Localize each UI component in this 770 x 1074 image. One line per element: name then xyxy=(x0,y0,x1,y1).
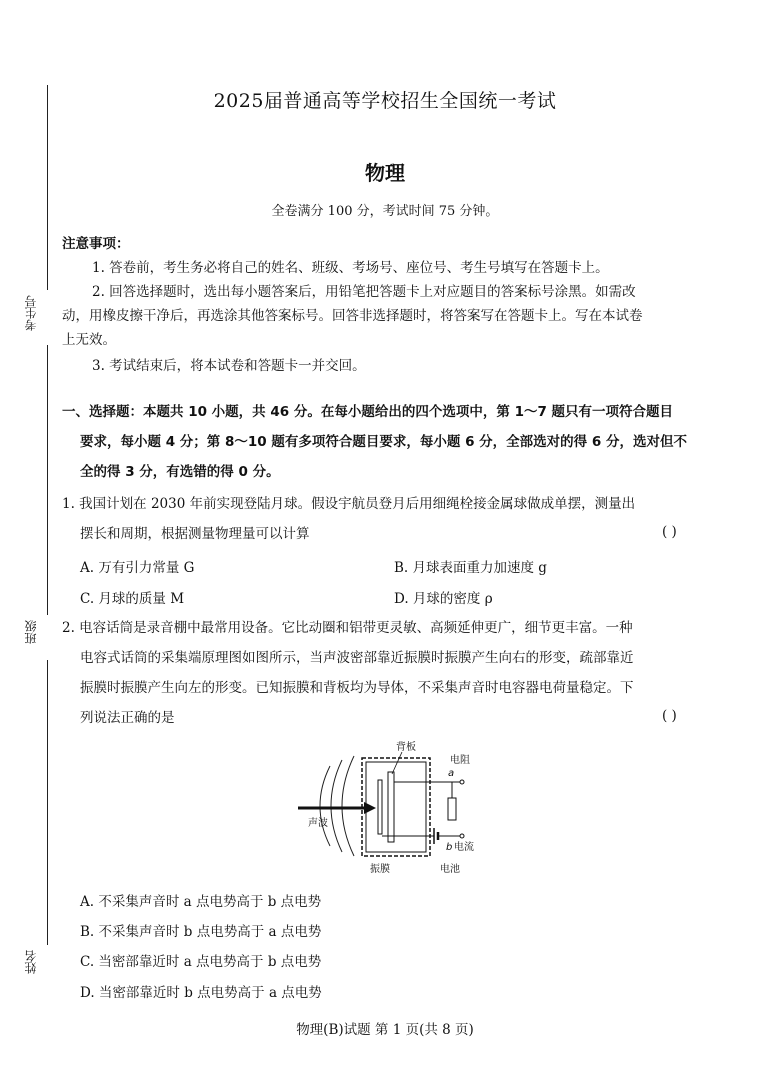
section-1-line-1: 一、选择题：本题共 10 小题，共 46 分。在每小题给出的四个选项中，第 1～7 题只有一项符合题目 xyxy=(62,404,674,420)
section-1-line-3: 全的得 3 分，有选错的得 0 分。 xyxy=(80,464,280,480)
diaphragm xyxy=(378,780,382,834)
backplate-leader xyxy=(392,752,402,774)
q1-stem-line-2: 摆长和周期，根据测量物理量可以计算 xyxy=(80,526,310,542)
q2-option-c: C. 当密部靠近时 a 点电势高于 b 点电势 xyxy=(80,954,322,970)
notice-item-2-line-2: 动，用橡皮擦干净后，再选涂其他答案标号。回答非选择题时，将答案写在答题卡上。写在本试卷 xyxy=(62,308,643,324)
resistor xyxy=(448,798,456,820)
q1-option-a: A. 万有引力常量 G xyxy=(80,560,195,576)
terminal-b xyxy=(460,834,464,838)
q2-stem-line-1: 2. 电容话筒是录音棚中最常用设备。它比动圈和铝带更灵敏、高频延伸更广，细节更丰富。一种 xyxy=(62,620,633,636)
q2-stem-line-2: 电容式话筒的采集端原理图如图所示，当声波密部靠近振膜时振膜产生向右的形变，疏部靠近 xyxy=(80,650,634,666)
class-label: 班级 xyxy=(24,620,38,644)
sound-wave-arc xyxy=(342,756,354,856)
subject-title: 物理 xyxy=(365,161,405,185)
page-footer: 物理(B)试题 第 1 页(共 8 页) xyxy=(296,1022,474,1038)
q1-option-c: C. 月球的质量 M xyxy=(80,591,185,607)
current-label: 电流 xyxy=(454,842,474,853)
q2-stem-line-4: 列说法正确的是 xyxy=(80,710,175,726)
notice-item-3: 3. 考试结束后，将本试卷和答题卡一并交回。 xyxy=(92,358,366,374)
exam-info: 全卷满分 100 分，考试时间 75 分钟。 xyxy=(271,204,499,219)
notice-heading: 注意事项： xyxy=(62,236,130,252)
exam-title: 2025届普通高等学校招生全国统一考试 xyxy=(213,90,557,112)
sound-wave-arc xyxy=(331,760,342,852)
q1-stem-line-1: 1. 我国计划在 2030 年前实现登陆月球。假设宇航员登月后用细绳栓接金属球做成单摆，测量出 xyxy=(62,496,636,512)
point-a-label: a xyxy=(448,768,455,779)
section-1-line-2: 要求，每小题 4 分；第 8～10 题有多项符合题目要求，每小题 6 分，全部选对的得 6 分，选对但不 xyxy=(80,434,687,450)
microphone-circuit-figure xyxy=(290,738,490,878)
notice-item-1: 1. 答卷前，考生务必将自己的姓名、班级、考场号、座位号、考生号填写在答题卡上。 xyxy=(92,260,609,276)
binding-line xyxy=(47,660,48,945)
point-b-label: b xyxy=(446,842,453,853)
sound-wave-arc xyxy=(320,766,330,846)
terminal-a xyxy=(460,780,464,784)
sound-wave-label: 声波 xyxy=(308,818,328,829)
diaphragm-label: 振膜 xyxy=(370,864,390,875)
binding-line xyxy=(47,345,48,615)
q2-stem-line-3: 振膜时振膜产生向左的形变。已知振膜和背板均为导体，不采集声音时电容器电荷量稳定。下 xyxy=(80,680,634,696)
notice-item-2-line-3: 上无效。 xyxy=(62,332,116,348)
q2-option-a: A. 不采集声音时 a 点电势高于 b 点电势 xyxy=(80,894,322,910)
notice-item-2-line-1: 2. 回答选择题时，选出每小题答案后，用铅笔把答题卡上对应题目的答案标号涂黑。如需改 xyxy=(92,284,636,300)
q2-option-d: D. 当密部靠近时 b 点电势高于 a 点电势 xyxy=(80,985,322,1001)
q2-option-b: B. 不采集声音时 b 点电势高于 a 点电势 xyxy=(80,924,322,940)
battery-label: 电池 xyxy=(440,864,460,875)
name-label: 姓名 xyxy=(24,950,38,974)
q1-option-b: B. 月球表面重力加速度 g xyxy=(394,560,547,576)
q1-option-d: D. 月球的密度 ρ xyxy=(394,591,493,607)
q2-answer-bracket: ( ) xyxy=(662,708,677,724)
resistor-label: 电阻 xyxy=(450,755,470,766)
exam-number-label: 考生号 xyxy=(24,295,38,331)
binding-line xyxy=(47,85,48,290)
mic-housing-inner xyxy=(366,762,426,852)
backplate-label: 背板 xyxy=(396,742,416,753)
q1-answer-bracket: ( ) xyxy=(662,524,677,540)
backplate xyxy=(388,772,394,842)
